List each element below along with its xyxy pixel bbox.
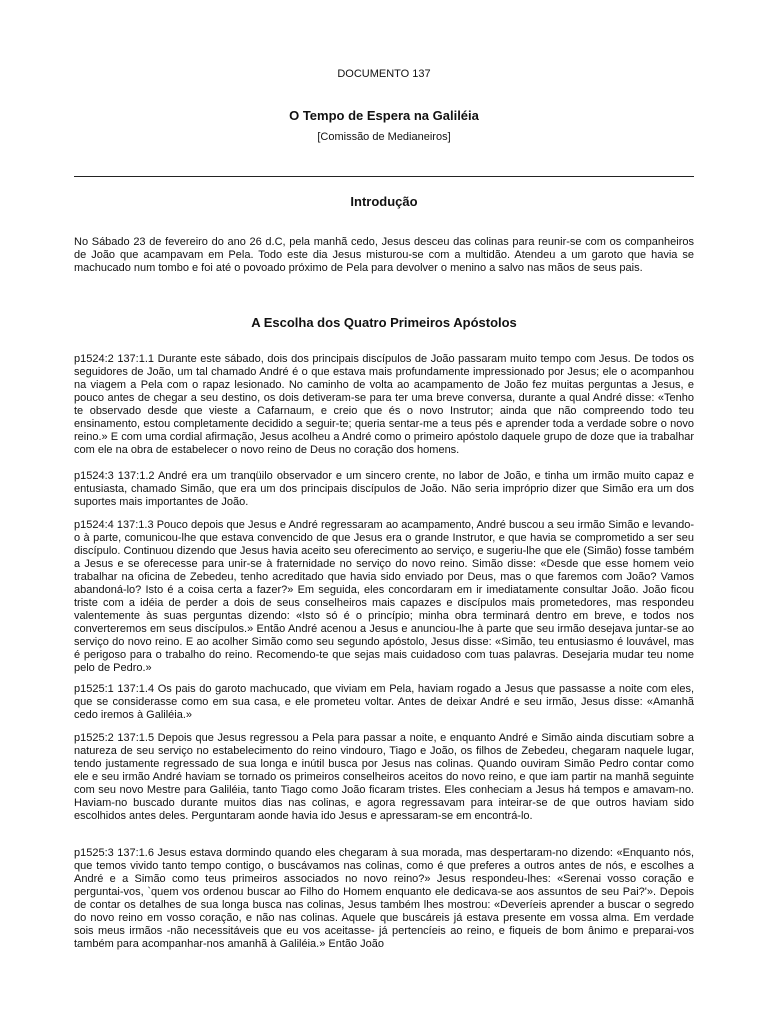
- paragraph-137-1-4: p1525:1 137:1.4 Os pais do garoto machucado, que viviam em Pela, haviam rogado a Jesus que passasse a noite com eles, que se considerasse como em sua casa, e ele prometeu voltar. Antes de deixar André e seu irmão, Jesus disse: «Amanhã cedo iremos à Galiléia.»: [74, 683, 694, 721]
- paragraph-137-1-6: p1525:3 137:1.6 Jesus estava dormindo quando eles chegaram à sua morada, mas despertaram-no dizendo: «Enquanto nós, que temos vivido tanto tempo contigo, o buscávamos nas colinas, como é que preferes a outros antes de nós, e escolhes a André e a Simão como teus primeiros associados no novo reino?» Jesus respondeu-lhes: «Serenai vosso coração e perguntai-vos, `quem vos ordenou buscar ao Filho do Homem enquanto ele dedicava-se aos assuntos de seu Pai?'». Depois de contar os detalhes de sua longa busca nas colinas, Jesus também lhes mostrou: «Deveríeis aprender a buscar o segredo do novo reino em vosso coração, e não nas colinas. Aquele que buscáreis já estava presente em vossa alma. Em verdade sois meus irmãos -não necessitáveis que eu vos aceitasse- já pertencíeis ao reino, e fiqueis de bom ânimo e preparai-vos também para acompanhar-nos amanhã à Galiléia.» Então João: [74, 847, 694, 950]
- paragraph-137-1-2: p1524:3 137:1.2 André era um tranqüilo observador e um sincero crente, no labor de João, e tinha um irmão muito capaz e entusiasta, chamado Simão, que era um dos principais discípulos de João. Não seria impróprio dizer que Simão era um dos suportes mais importantes de João.: [74, 470, 694, 508]
- horizontal-divider: [74, 176, 694, 177]
- introduction-paragraph: No Sábado 23 de fevereiro do ano 26 d.C, pela manhã cedo, Jesus desceu das colinas para reunir-se com os companheiros de João que acampavam em Pela. Todo este dia Jesus misturou-se com a multidão. Atendeu a um garoto que havia se machucado num tombo e foi até o povoado próximo de Pela para devolver o menino a salvo nas mãos de seus pais.: [74, 236, 694, 274]
- paragraph-137-1-3: p1524:4 137:1.3 Pouco depois que Jesus e André regressaram ao acampamento, André buscou a seu irmão Simão e levando-o à parte, comunicou-lhe que estava convencido de que Jesus era o grande Instrutor, e que havia se comprometido a ser seu discípulo. Continuou dizendo que Jesus havia aceito seu oferecimento ao serviço, e sugeriu-lhe que ele (Simão) fosse também a Jesus e se oferecesse para unir-se à fraternidade no serviço do novo reino. Simão disse: «Desde que esse homem veio trabalhar na oficina de Zebedeu, tenho acreditado que havia sido enviado por Deus, mas o que faremos com João? Vamos abandoná-lo? Isto é a coisa certa a fazer?» Em seguida, eles concordaram em ir imediatamente consultar João. João ficou triste com a idéia de perder a dois de seus conselheiros mais capazes e discípulos mais prometedores, mas respondeu valentemente às suas perguntas dizendo: «Isto só é o princípio; minha obra terminará dentro em breve, e todos nos converteremos em seus discípulos.» Então André acenou a Jesus e anunciou-lhe à parte que seu irmão desejava juntar-se ao serviço do novo reino. E ao acolher Simão como seu segundo apóstolo, Jesus disse: «Simão, teu entusiasmo é louvável, mas é perigoso para o trabalho do reino. Recomendo-te que sejas mais cuidadoso com tuas palavras. Desejaria mudar teu nome pelo de Pedro.»: [74, 519, 694, 674]
- paragraph-137-1-5: p1525:2 137:1.5 Depois que Jesus regressou a Pela para passar a noite, e enquanto André e Simão ainda discutiam sobre a natureza de seu serviço no estabelecimento do reino vindouro, Tiago e João, os filhos de Zebedeu, chegaram naquele lugar, tendo justamente regressado de sua longa e inútil busca por Jesus nas colinas. Quando ouviram Simão Pedro contar como ele e seu irmão André haviam se tornado os primeiros conselheiros aceitos do novo reino, e que iam partir na manhã seguinte com seu novo Mestre para Galiléia, tanto Tiago como João ficaram tristes. Eles conheciam a Jesus há tempos e amavam-no. Haviam-no buscado durante muitos dias nas colinas, e agora regressavam para inteirar-se de que outros haviam sido escolhidos antes deles. Perguntaram aonde havia ido Jesus e apressaram-se em encontrá-lo.: [74, 732, 694, 822]
- paragraph-137-1-1: p1524:2 137:1.1 Durante este sábado, dois dos principais discípulos de João passaram muito tempo com Jesus. De todos os seguidores de João, um tal chamado André é o que estava mais profundamente impressionado por Jesus; ele o acompanhou na viagem a Pela com o rapaz lesionado. No caminho de volta ao acampamento de João fez muitas perguntas a Jesus, e pouco antes de chegar a seu destino, os dois detiveram-se para ter uma breve conversa, durante a qual André disse: «Tenho te observado desde que vieste a Cafarnaum, e creio que és o novo Instrutor; ainda que não compreendo todo teu ensinamento, estou completamente decidido a seguir-te; queria sentar-me a teus pés e aprender toda a verdade sobre o novo reino.» E com uma cordial afirmação, Jesus acolheu a André como o primeiro apóstolo daquele grupo de doze que ia trabalhar com ele na obra de estabelecer o novo reino de Deus no coração dos homens.: [74, 353, 694, 456]
- document-title: O Tempo de Espera na Galiléia: [289, 108, 479, 123]
- section-heading: A Escolha dos Quatro Primeiros Apóstolos: [251, 315, 517, 330]
- document-number: DOCUMENTO 137: [337, 68, 431, 80]
- introduction-heading: Introdução: [350, 194, 418, 209]
- document-authors: [Comissão de Medianeiros]: [317, 131, 451, 143]
